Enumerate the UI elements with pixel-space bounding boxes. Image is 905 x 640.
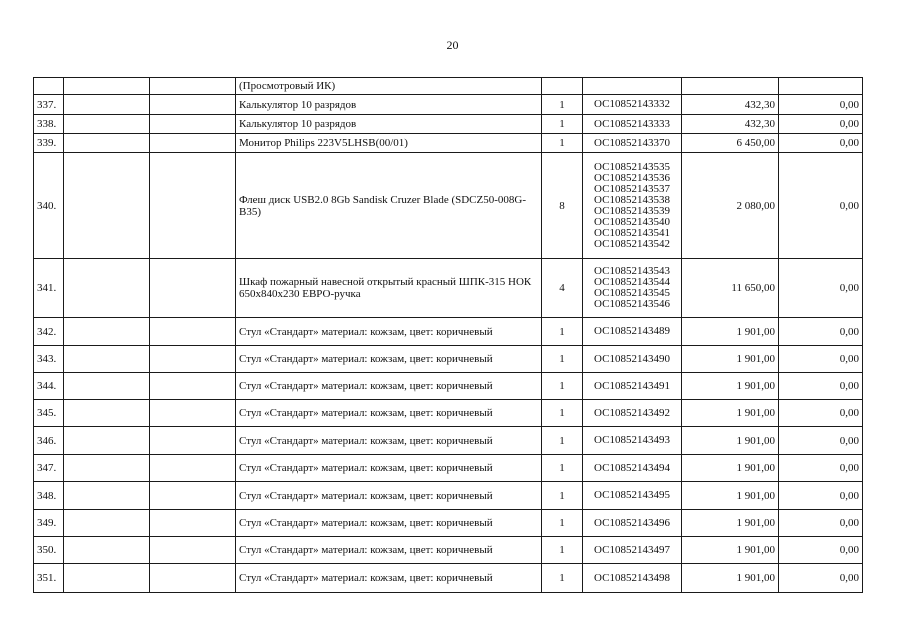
table-row	[34, 510, 863, 537]
cell-price: 6 450,00	[682, 134, 779, 153]
cell-row-number: 344.	[34, 373, 64, 400]
cell-inventory-codes	[583, 455, 682, 482]
inventory-code: ОС10852143490	[594, 352, 670, 365]
table-row	[34, 400, 863, 427]
cell-row-number: 347.	[34, 455, 64, 482]
cell-inventory-codes	[583, 153, 682, 259]
inventory-code: ОС10852143494	[594, 461, 670, 474]
inventory-code: ОС10852143489	[594, 325, 670, 337]
cell-price: 1 901,00	[682, 346, 779, 373]
inventory-code: ОС10852143332	[594, 98, 670, 110]
cell-empty-2	[150, 455, 236, 482]
cell-row-number: 337.	[34, 95, 64, 115]
cell-row-number: 351.	[34, 564, 64, 593]
cell-item-name: Монитор Philips 223V5LHSB(00/01)	[236, 134, 542, 153]
cell-depreciation: 0,00	[779, 346, 863, 373]
cell-item-name: Флеш диск USB2.0 8Gb Sandisk Cruzer Blade (SDCZ50-008G-B35)	[236, 153, 542, 259]
cell-row-number: 341.	[34, 259, 64, 318]
cell-price	[682, 78, 779, 95]
cell-num	[34, 78, 64, 95]
cell-price: 1 901,00	[682, 400, 779, 427]
inventory-code: ОС10852143370	[594, 136, 670, 149]
inventory-code: ОС10852143537	[594, 182, 670, 195]
table-row	[34, 455, 863, 482]
inventory-code: ОС10852143495	[594, 489, 670, 501]
table-row	[34, 564, 863, 593]
cell-row-number: 345.	[34, 400, 64, 427]
page-number: 20	[446, 38, 459, 52]
cell-inventory-codes	[583, 115, 682, 134]
cell-empty-2	[150, 482, 236, 510]
inventory-code: ОС10852143333	[594, 117, 670, 130]
cell-price: 432,30	[682, 95, 779, 115]
cell-quantity: 1	[542, 95, 583, 115]
cell-quantity: 1	[542, 564, 583, 593]
inventory-code: ОС10852143498	[594, 571, 670, 584]
cell-quantity: 1	[542, 318, 583, 346]
cell-inventory-codes	[583, 564, 682, 593]
cell-dep	[779, 78, 863, 95]
cell-quantity: 1	[542, 482, 583, 510]
cell-price: 1 901,00	[682, 510, 779, 537]
cell-depreciation: 0,00	[779, 153, 863, 259]
cell-code	[583, 78, 682, 95]
cell-row-number: 343.	[34, 346, 64, 373]
cell-empty-1	[64, 455, 150, 482]
cell-price: 1 901,00	[682, 318, 779, 346]
inventory-code: ОС10852143544	[594, 276, 670, 288]
cell-empty-2	[150, 346, 236, 373]
table-row	[34, 482, 863, 510]
table-row	[34, 115, 863, 134]
cell-empty-1	[64, 427, 150, 455]
cell-item-name: Стул «Стандарт» материал: кожзам, цвет: коричневый	[236, 455, 542, 482]
cell-empty-1	[64, 78, 150, 95]
inventory-code: ОС10852143538	[594, 193, 670, 206]
cell-empty-1	[64, 95, 150, 115]
inventory-table	[33, 77, 863, 593]
cell-empty-2	[150, 153, 236, 259]
cell-quantity: 4	[542, 259, 583, 318]
cell-item-name: Калькулятор 10 разрядов	[236, 115, 542, 134]
cell-inventory-codes	[583, 400, 682, 427]
cell-depreciation: 0,00	[779, 455, 863, 482]
cell-empty-2	[150, 537, 236, 564]
cell-row-number: 340.	[34, 153, 64, 259]
table-row	[34, 153, 863, 259]
inventory-code: ОС10852143491	[594, 379, 670, 392]
cell-inventory-codes	[583, 537, 682, 564]
table-row	[34, 346, 863, 373]
inventory-code: ОС10852143535	[594, 160, 670, 173]
cell-empty-1	[64, 510, 150, 537]
cell-inventory-codes	[583, 318, 682, 346]
cell-empty-1	[64, 153, 150, 259]
cell-inventory-codes	[583, 482, 682, 510]
cell-depreciation: 0,00	[779, 373, 863, 400]
cell-inventory-codes	[583, 346, 682, 373]
cell-depreciation: 0,00	[779, 537, 863, 564]
cell-empty-1	[64, 346, 150, 373]
cell-quantity: 1	[542, 134, 583, 153]
cell-depreciation: 0,00	[779, 427, 863, 455]
cell-inventory-codes	[583, 95, 682, 115]
cell-inventory-codes	[583, 427, 682, 455]
inventory-code: ОС10852143493	[594, 434, 670, 446]
table-row	[34, 537, 863, 564]
cell-empty-2	[150, 427, 236, 455]
cell-empty-2	[150, 78, 236, 95]
cell-empty-2	[150, 373, 236, 400]
inventory-code: ОС10852143496	[594, 516, 670, 529]
inventory-code: ОС10852143542	[594, 237, 670, 250]
cell-quantity: 8	[542, 153, 583, 259]
cell-row-number: 338.	[34, 115, 64, 134]
inventory-code: ОС10852143546	[594, 298, 670, 310]
table-row	[34, 373, 863, 400]
cell-quantity: 1	[542, 373, 583, 400]
cell-item-name: Стул «Стандарт» материал: кожзам, цвет: коричневый	[236, 400, 542, 427]
inventory-code: ОС10852143541	[594, 226, 670, 239]
cell-item-name: Стул «Стандарт» материал: кожзам, цвет: коричневый	[236, 318, 542, 346]
cell-item-name: Стул «Стандарт» материал: кожзам, цвет: коричневый	[236, 564, 542, 593]
cell-price: 1 901,00	[682, 564, 779, 593]
cell-inventory-codes	[583, 373, 682, 400]
cell-depreciation: 0,00	[779, 95, 863, 115]
table-row	[34, 427, 863, 455]
cell-empty-1	[64, 115, 150, 134]
cell-quantity: 1	[542, 400, 583, 427]
cell-empty-2	[150, 134, 236, 153]
cell-quantity: 1	[542, 115, 583, 134]
cell-row-number: 339.	[34, 134, 64, 153]
cell-item-name: Стул «Стандарт» материал: кожзам, цвет: коричневый	[236, 373, 542, 400]
cell-price: 432,30	[682, 115, 779, 134]
cell-item-name: Стул «Стандарт» материал: кожзам, цвет: коричневый	[236, 346, 542, 373]
cell-depreciation: 0,00	[779, 115, 863, 134]
cell-item-name: Стул «Стандарт» материал: кожзам, цвет: коричневый	[236, 510, 542, 537]
cell-depreciation: 0,00	[779, 564, 863, 593]
cell-price: 11 650,00	[682, 259, 779, 318]
cell-depreciation: 0,00	[779, 482, 863, 510]
cell-empty-1	[64, 537, 150, 564]
cell-qty	[542, 78, 583, 95]
header-continuation-row	[34, 78, 863, 95]
cell-quantity: 1	[542, 346, 583, 373]
cell-empty-2	[150, 115, 236, 134]
cell-price: 1 901,00	[682, 482, 779, 510]
cell-item-name: Стул «Стандарт» материал: кожзам, цвет: коричневый	[236, 537, 542, 564]
table-row	[34, 259, 863, 318]
cell-empty-1	[64, 318, 150, 346]
cell-depreciation: 0,00	[779, 400, 863, 427]
inventory-table-body	[34, 78, 863, 593]
cell-inventory-codes	[583, 259, 682, 318]
cell-depreciation: 0,00	[779, 318, 863, 346]
cell-empty-1	[64, 373, 150, 400]
table-row	[34, 134, 863, 153]
cell-price: 2 080,00	[682, 153, 779, 259]
cell-quantity: 1	[542, 537, 583, 564]
cell-item-name: Стул «Стандарт» материал: кожзам, цвет: коричневый	[236, 427, 542, 455]
cell-empty-2	[150, 318, 236, 346]
cell-empty-2	[150, 400, 236, 427]
cell-empty-1	[64, 400, 150, 427]
table-row	[34, 318, 863, 346]
inventory-code: ОС10852143545	[594, 287, 670, 299]
cell-quantity: 1	[542, 455, 583, 482]
cell-row-number: 346.	[34, 427, 64, 455]
cell-empty-2	[150, 510, 236, 537]
cell-inventory-codes	[583, 134, 682, 153]
cell-empty-2	[150, 564, 236, 593]
cell-quantity: 1	[542, 427, 583, 455]
inventory-code: ОС10852143536	[594, 171, 670, 184]
cell-name: (Просмотровый ИК)	[236, 78, 542, 95]
inventory-code: ОС10852143492	[594, 406, 670, 419]
cell-quantity: 1	[542, 510, 583, 537]
cell-depreciation: 0,00	[779, 134, 863, 153]
cell-row-number: 350.	[34, 537, 64, 564]
inventory-code: ОС10852143543	[594, 265, 670, 277]
cell-price: 1 901,00	[682, 373, 779, 400]
cell-empty-1	[64, 134, 150, 153]
cell-price: 1 901,00	[682, 455, 779, 482]
inventory-code: ОС10852143540	[594, 215, 670, 228]
cell-depreciation: 0,00	[779, 510, 863, 537]
inventory-code: ОС10852143539	[594, 204, 670, 217]
cell-empty-2	[150, 259, 236, 318]
cell-price: 1 901,00	[682, 427, 779, 455]
inventory-code: ОС10852143497	[594, 543, 670, 556]
cell-depreciation: 0,00	[779, 259, 863, 318]
cell-row-number: 342.	[34, 318, 64, 346]
cell-inventory-codes	[583, 510, 682, 537]
cell-item-name: Калькулятор 10 разрядов	[236, 95, 542, 115]
cell-row-number: 349.	[34, 510, 64, 537]
table-row	[34, 95, 863, 115]
cell-empty-1	[64, 564, 150, 593]
cell-empty-2	[150, 95, 236, 115]
cell-item-name: Стул «Стандарт» материал: кожзам, цвет: коричневый	[236, 482, 542, 510]
cell-empty-1	[64, 482, 150, 510]
cell-item-name: Шкаф пожарный навесной открытый красный ШПК-315 НОК 650х840х230 ЕВРО-ручка	[236, 259, 542, 318]
cell-empty-1	[64, 259, 150, 318]
cell-price: 1 901,00	[682, 537, 779, 564]
cell-row-number: 348.	[34, 482, 64, 510]
